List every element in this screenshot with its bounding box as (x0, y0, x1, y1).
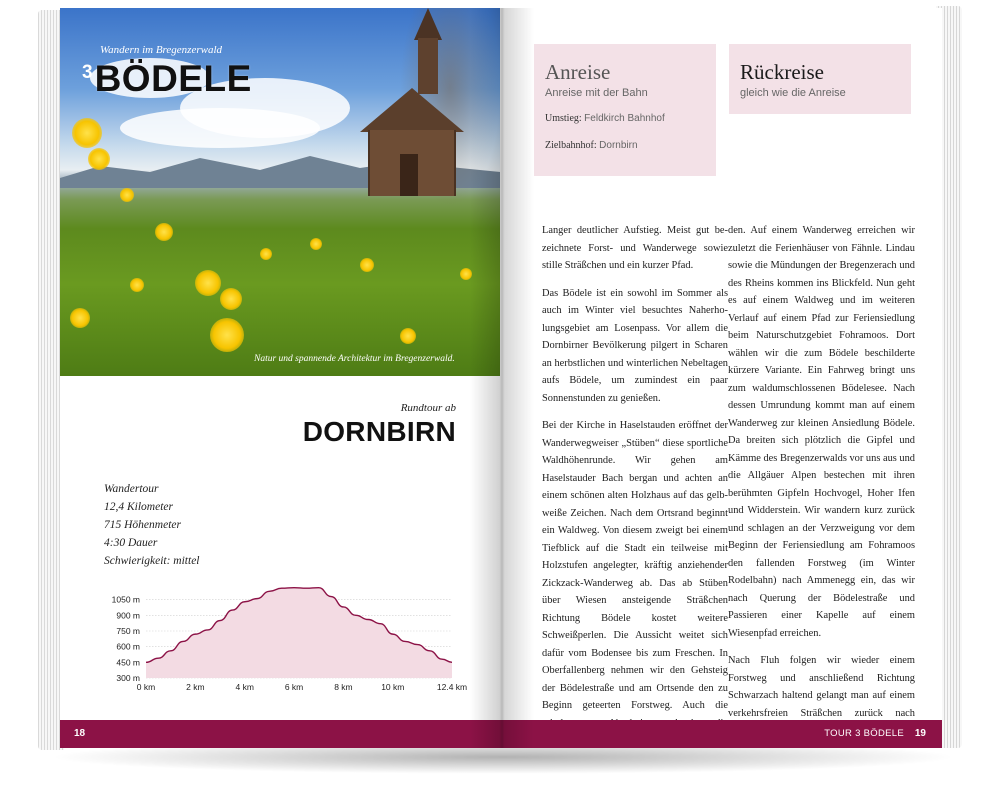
rueckreise-title: Rückreise (740, 60, 824, 84)
x-tick-label: 4 km (235, 682, 254, 692)
cloud (120, 108, 320, 148)
zielbahnhof-row (545, 140, 716, 151)
y-tick-label: 600 m (116, 641, 140, 652)
anreise-title: Anreise (545, 60, 611, 84)
footer-left (60, 720, 500, 748)
y-tick-label: 300 m (116, 673, 140, 683)
y-tick-label: 750 m (116, 626, 140, 636)
fact-elevation: 715 Höhenmeter (104, 519, 181, 531)
tour-facts (104, 480, 200, 570)
photo-subtitle: Wandern im Bregenzerwald (100, 44, 223, 56)
paragraph: Langer deutlicher Aufstieg. Meist gut bezeichnete Forst- und Wanderwege sowie stille Sträßchen und ein kurzer Pfad. (542, 225, 728, 271)
tour-heading (82, 58, 252, 100)
flower (120, 188, 134, 202)
page-number-left: 18 (74, 728, 86, 739)
y-tick-label: 900 m (116, 610, 140, 621)
fact-type: Wandertour (104, 483, 159, 495)
right-page (500, 8, 942, 748)
zielbahnhof-label: Zielbahnhof: (545, 140, 597, 151)
paragraph: Das Bödele ist ein sowohl im Sommer als auch im Winter viel besuchtes Naherholungsgebiet am Losenpass. Vor allem die Dornbirner Bevölkerung pilgert in Scharen an herbstlichen und winterlichen Nebeltagen aufs Bödele, um zumindest ein paar Sonnenstunden zu genießen. (542, 287, 728, 404)
x-tick-label: 12.4 km (436, 682, 468, 692)
flower (310, 238, 322, 250)
elevation-area (146, 588, 452, 678)
elevation-profile-chart (80, 572, 468, 702)
tour-name: BÖDELE (94, 58, 252, 99)
route-info (60, 378, 500, 718)
flower (220, 288, 242, 310)
meadow-chapel-photo (60, 8, 500, 376)
text-column-1 (542, 222, 728, 750)
tour-number: 3 (82, 62, 93, 83)
flower (88, 148, 110, 170)
x-tick-label: 6 km (284, 682, 304, 692)
x-tick-label: 0 km (136, 682, 156, 692)
y-tick-label: 1050 m (111, 594, 140, 605)
photo-caption: Natur und spannende Architektur im Bregenzerwald. (254, 354, 455, 364)
rueckreise-box (729, 44, 911, 114)
paragraph: den. Auf einem Wanderweg erreichen wir zuletzt die Ferienhäuser von Fähnle. Lindau sowie die Mündungen der Bregenzerach und des Rheins kommen ins Blickfeld. Nun geht es auf einem Waldweg und im weiteren Verlauf auf einem Pfad zur Feriensiedlung beim Naturschutzgebiet Fohramoos. Dort wählen wir die zum Bödele beschilderte kürzere Variante. Ein Fahrweg bringt uns zum waldumschlossenen Bödelesee. Nach dessen Umrundung kommt man auf einem Wanderweg zur kleinen Ansiedlung Bödele. Da breiten sich plötzlich die Gipfel und Kämme des Bregenzerwalds vor uns aus und die Allgäuer Alpen bestechen mit ihren berühmten Gipfeln Hochvogel, Hoher Ifen und Widderstein. Wir wandern kurz zurück und schlagen an der Verzweigung vor dem Beginn der Feriensiedlung am Fohramoos den fallenden Forstweg (im Winter Rodelbahn) nach Ammenegg ein, das wir nach Querung der Bödelestraße und Passieren einer Kapelle auf einem Wiesenpfad erreichen. (728, 225, 915, 639)
flower (210, 318, 244, 352)
flower (72, 118, 102, 148)
umstieg-label: Umstieg: (545, 113, 582, 124)
footer-tour-label: TOUR 3 BÖDELE (824, 728, 904, 739)
chapel-roof (360, 88, 464, 132)
flower (155, 223, 173, 241)
umstieg-row (545, 113, 716, 124)
chapel-tower (418, 38, 438, 94)
page-number-right: 19 (914, 728, 926, 739)
route-type: Rundtour ab (400, 402, 456, 414)
paragraph: Nach Fluh folgen wir wieder einem Forstweg und anschließend Richtung Schwarzach haltend gelangt man auf einem verkehrsfreien Sträßchen zurück nach (728, 655, 915, 719)
flower (195, 270, 221, 296)
route-town: DORNBIRN (302, 416, 456, 447)
y-tick-label: 450 m (116, 657, 140, 668)
flower (70, 308, 90, 328)
flower (400, 328, 416, 344)
zielbahnhof-value: Dornbirn (599, 140, 638, 151)
text-column-2 (728, 222, 915, 740)
umstieg-value: Feldkirch Bahnhof (584, 113, 665, 124)
flower (460, 268, 472, 280)
flower (130, 278, 144, 292)
anreise-subtitle: Anreise mit der Bahn (545, 87, 648, 99)
fact-difficulty: Schwierigkeit: mittel (104, 555, 200, 567)
chapel-door (400, 154, 418, 196)
flower (360, 258, 374, 272)
x-tick-label: 2 km (186, 682, 205, 692)
flower (260, 248, 272, 260)
fact-distance: 12,4 Kilometer (104, 501, 173, 513)
x-tick-label: 8 km (334, 682, 353, 692)
footer-right (500, 720, 942, 748)
x-tick-label: 10 km (381, 682, 405, 692)
paragraph: Bei der Kirche in Haselstauden eröffnet der Wanderwegweiser „Stüben“ diese sportliche Waldhöhenrunde. Wir gehen am Haselstauder Bach bergan und achten an einem schönen alten Holzhaus auf das gelb-weiße Zeichen. Nach dem Ortsrand beginnt ein Waldweg. Von diesem zweigt bei einem Tiefblick auf die Stadt ein teilweise mit Holzstufen angelegter, kräftig anziehender Zickzack-Wanderweg ab. Das ab Stüben über Wiesen ansteigende Sträßchen Richtung Bödele kostet weitere Schweißperlen. Die Aussicht weitet sich dafür vom Bodensee bis zum Freschen. In Oberfallenberg nehmen wir den Gehsteig der Bödelestraße und am Ortsende den zu Beginn geteerten Forstweg. Auch die (542, 420, 728, 711)
anreise-box (534, 44, 716, 176)
chapel-spire (414, 8, 442, 40)
rueckreise-subtitle: gleich wie die Anreise (740, 87, 846, 99)
left-page (60, 8, 500, 748)
fact-duration: 4:30 Dauer (104, 537, 158, 549)
